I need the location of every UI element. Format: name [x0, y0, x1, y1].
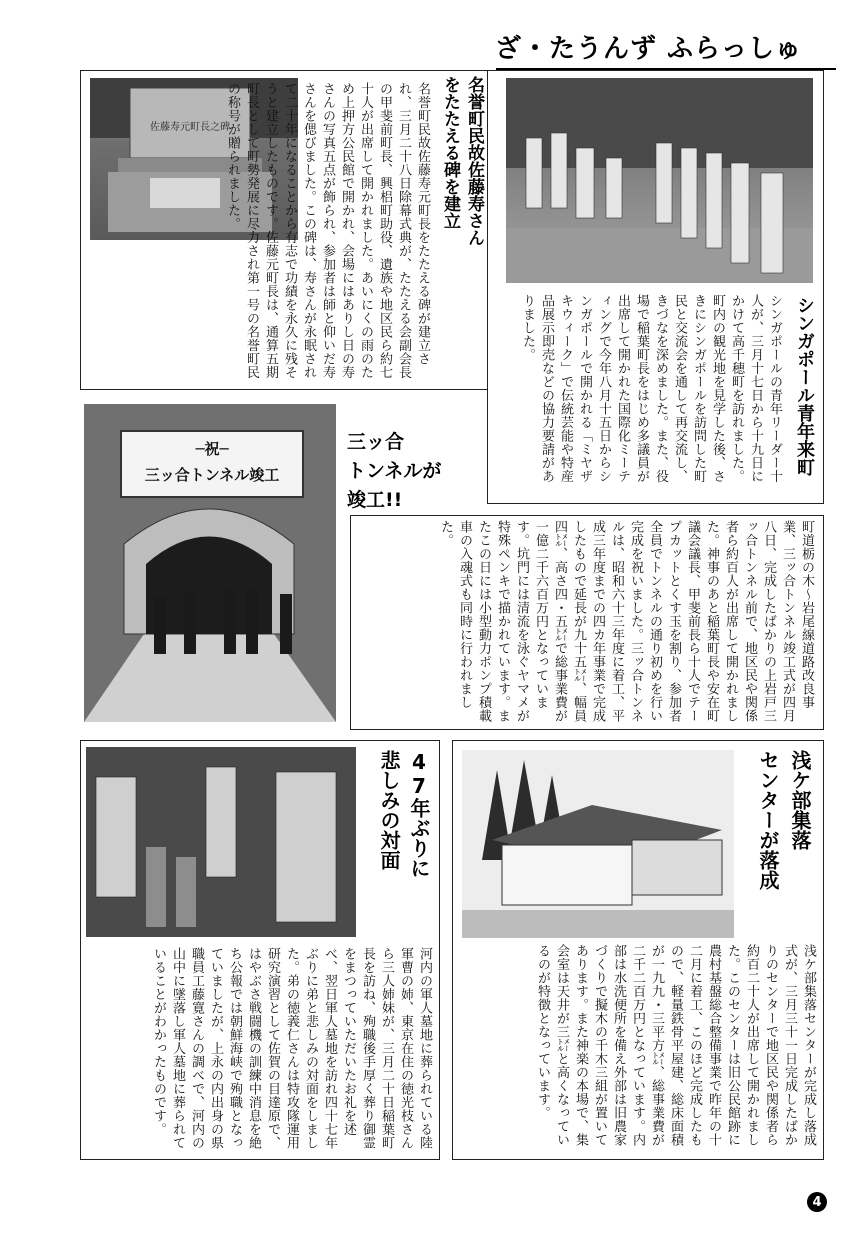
- tunnel-headline: 三ッ合 トンネルが 竣工!!: [347, 431, 442, 511]
- monument-inscription: 佐藤寿元町長之碑: [150, 122, 230, 133]
- meiyo-body: 名誉町民故佐藤寿元町長をたたえる碑が建立され、三月二十八日除幕式典が、たたえる会副会長の甲斐前町長、興梠町助役、遺族や地区民ら約七十人が出席して開かれました。あいにくの雨のため上押方公民館で開かれ、会場にはありし日の寿さんの写真五点が飾られ、参加者は師と仰いだ寿さんを偲びました。この碑は、寿さんが永眠されて二十年になることから有志で功績を永久に残そうと建立したものです。佐藤元町長は、通算五期町長として町勢発展に尽力され第一号の名誉町民の称号が贈られました。: [225, 82, 430, 379]
- tunnel-banner: ─祝─ 三ッ合トンネル竣工: [120, 430, 304, 498]
- singapore-group-photo: [506, 78, 813, 283]
- group-illustration: [506, 78, 813, 283]
- asagabe-headline: 浅ケ部集落 センターが落成: [756, 750, 812, 890]
- grave-headline: 47年ぶりに 悲しみの対面: [377, 750, 431, 878]
- tunnel-body: 町道栃の木～岩尾線道路改良事業、三ッ合トンネル竣工式が四月八日、完成したばかりの上岩戸三ッ合トンネル前で、地区民や関係者ら約百人が出席して開かれました。神事のあと稲葉町長や安在町議会議長、甲斐前長ら十人でテープカットとくす玉を割り、参加者全員でトンネルの通り初めを行い完成を祝いました。三ッ合トンネルは、昭和六十三年度に着工、平成三年度までの四カ年事業で完成したもので延長が九十五㍍、幅員四㍍、高さ四・五㍍で総事業費が一億二千六百万円となっています。坑門には清流を泳ぐヤマメが特殊ペンキで描かれています。またこの日には小型動力ポンプ積載車の入魂式も同時に行われました。: [438, 520, 814, 723]
- building-illustration: [462, 750, 734, 938]
- asagabe-body: 浅ケ部集落センターが完成し落成式が、三月三十一日完成したばかりのセンターで地区民や関係者ら約百二十人が出席して開かれました。このセンターは旧公民館跡に農村基盤総合整備事業で昨年の十二月に着工、このほど完成したもので、軽量鉄骨平屋建、総床面積が一九九・三平方㍍、総事業費が二千二百万円となっています。内部は水洗便所を備え外部は旧農家づくりで擬木の千木三組が置いてあります。また神楽の本場で、集会室は天井が三㍍と高くなっているのが特徴となっています。: [535, 944, 816, 1147]
- singapore-headline: シンガポール青年来町: [794, 296, 815, 476]
- meiyo-headline: 名誉町民故佐藤寿さん をたたえる碑を建立: [440, 76, 484, 246]
- grave-body: 河内の軍人墓地に葬られている陸軍曹の姉、東京在住の徳光枝さんら三人姉妹が、三月二十日稲葉町長を訪ね、殉職後手厚く葬り御霊をまつっていただいたお礼を述べ、翌日軍人墓地を訪れ四十七年ぶりに弟と悲しみの対面をしました。弟の徳義仁さんは特攻隊運用研究演習として佐賀の目達原で、はやぶさ戦闘機の訓練中消息を絶ち公報では朝鮮海峡で殉職となっていましたが、上永の内出身の県職員工藤寛さんの調べで、河内の山中に墜落し軍人墓地に葬られていることがわかったものです。: [151, 947, 432, 1150]
- masthead-title: ざ・たうんず ふらっしゅ: [495, 34, 803, 64]
- grave-photo: [86, 747, 356, 937]
- page-number: 4: [807, 1192, 827, 1212]
- singapore-body: シンガポールの青年リーダー十人が、三月十七日から十九日にかけて高千穂町を訪れました。町内の観光地を見学した後、さきにシンガポールを訪問した町民と交流会を通して再交流し、きづなを深めました。また、役場で稲葉町長をはじめ多議員が出席して開かれた国際化ミーティングで今年八月十五日からシンガポールで開かれる「ミヤザキウィーク」で伝統芸能や特産品展示即売などの協力要請がありました。: [520, 294, 782, 483]
- grave-illustration: [86, 747, 356, 937]
- community-center-photo: [462, 750, 734, 938]
